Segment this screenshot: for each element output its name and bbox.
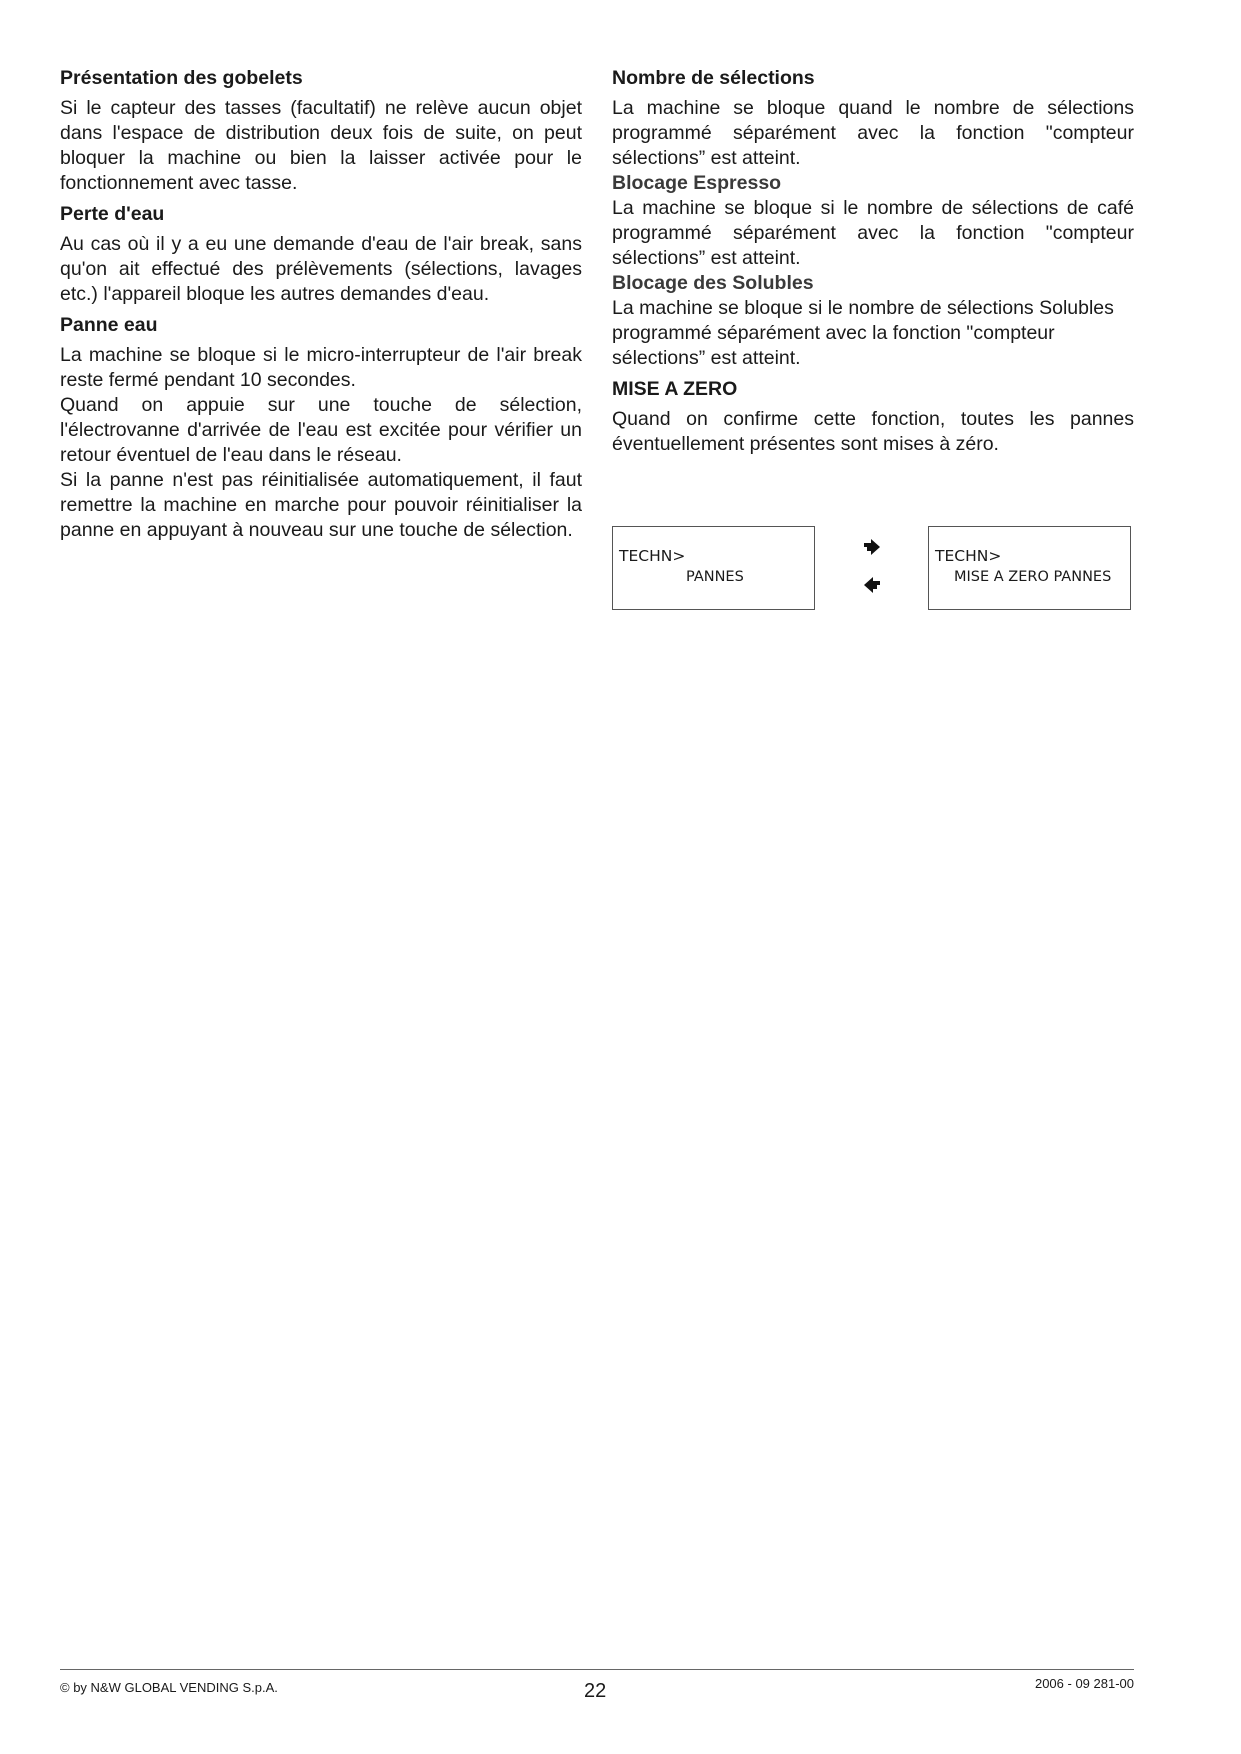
display-line-1: TECHN> <box>935 547 1002 565</box>
section-text-panne-eau-3: Si la panne n'est pas réinitialisée automatiquement, il faut remettre la machine en marche pour pouvoir réinitialiser la panne en appuyant à nouveau sur une touche de sélection. <box>60 469 582 541</box>
section-title-blocage-solubles: Blocage des Solubles <box>612 272 814 294</box>
section-text-presentation-gobelets: Si le capteur des tasses (facultatif) ne relève aucun objet dans l'espace de distribution deux fois de suite, on peut bloquer la machine ou bien la laisser activée pour le fonctionnement avec tasse. <box>60 97 582 194</box>
footer-doc-code: 2006 - 09 281-00 <box>1034 1676 1134 1691</box>
footer-copyright: © by N&W GLOBAL VENDING S.p.A. <box>60 1680 278 1695</box>
section-text-panne-eau-1: La machine se bloque si le micro-interrupteur de l'air break reste fermé pendant 10 secondes. <box>60 344 582 391</box>
section-text-panne-eau-2: Quand on appuie sur une touche de sélection, l'électrovanne d'arrivée de l'eau est excitée pour vérifier un retour éventuel de l'eau dans le réseau. <box>60 394 582 466</box>
display-pannes <box>612 526 815 610</box>
section-title-nombre-selections: Nombre de sélections <box>612 67 815 89</box>
left-column <box>60 66 582 543</box>
section-title-panne-eau: Panne eau <box>60 314 158 336</box>
section-title-mise-a-zero: MISE A ZERO <box>612 378 738 400</box>
display-line-2: MISE A ZERO PANNES <box>954 569 1112 585</box>
section-title-blocage-espresso: Blocage Espresso <box>612 172 782 194</box>
arrow-left-icon <box>861 574 883 596</box>
section-title-presentation-gobelets: Présentation des gobelets <box>60 67 303 89</box>
footer-divider <box>60 1669 1134 1670</box>
display-line-1: TECHN> <box>619 547 686 565</box>
section-text-blocage-solubles: La machine se bloque si le nombre de sélections Solubles programmé séparément avec la fonction "compteur sélections” est atteint. <box>612 297 1114 369</box>
section-text-mise-a-zero: Quand on confirme cette fonction, toutes les pannes éventuellement présentes sont mises à zéro. <box>612 408 1134 455</box>
page-number: 22 <box>584 1680 607 1702</box>
section-text-blocage-espresso: La machine se bloque si le nombre de sélections de café programmé séparément avec la fonction "compteur sélections” est atteint. <box>612 197 1134 269</box>
display-mise-a-zero-pannes <box>928 526 1131 610</box>
arrow-right-icon <box>861 538 883 560</box>
section-title-perte-eau: Perte d'eau <box>60 203 165 225</box>
display-line-2: PANNES <box>686 569 744 585</box>
section-text-nombre-selections: La machine se bloque quand le nombre de sélections programmé séparément avec la fonction "compteur sélections” est atteint. <box>612 97 1134 169</box>
section-text-perte-eau: Au cas où il y a eu une demande d'eau de l'air break, sans qu'on ait effectué des prélèvements (sélections, lavages etc.) l'appareil bloque les autres demandes d'eau. <box>60 233 582 305</box>
right-column <box>612 66 1134 457</box>
